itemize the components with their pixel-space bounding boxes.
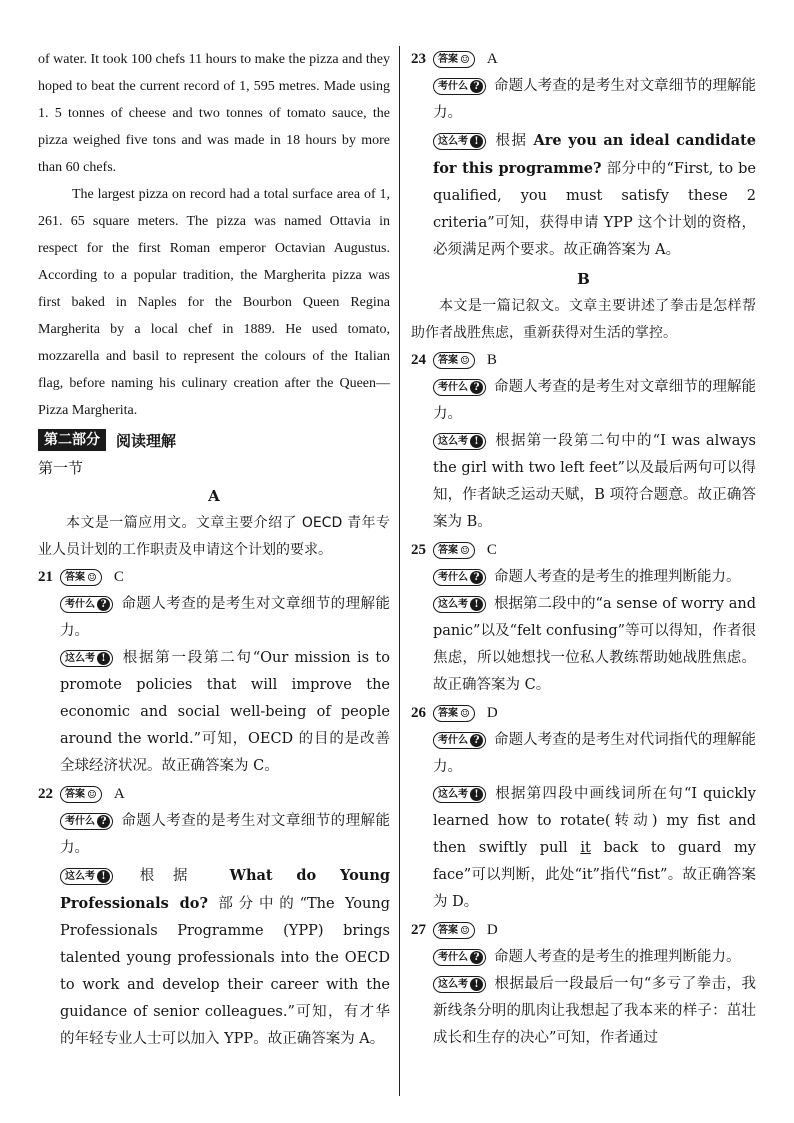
how-block [433, 428, 756, 536]
question-number: 24 [411, 352, 426, 368]
how-text: 根据第二段中的“a sense of worry and panic”以及“felt confusing”等可以得知，作者很焦虑，所以她想找一位私人教练帮助她战胜焦虑。故正确答案为 C。 [433, 596, 756, 693]
how-text-post: 部分中的“The Young Professionals Programme (YPP) brings talented young professionals into the OECD to work and develop their career with the guidance of senior colleagues.”可知，有才华的年轻专业人士可以加入 YPP。故正确答案为 A。 [60, 896, 390, 1047]
question-item [411, 46, 756, 264]
how-tag [60, 650, 113, 667]
column-divider [399, 46, 400, 1096]
answer-letter: C [113, 569, 124, 585]
section-header [38, 426, 390, 454]
why-text: 命题人考查的是考生对文章细节的理解能力。 [60, 596, 390, 639]
question-item [38, 781, 390, 1053]
smile-icon: ☺ [460, 924, 470, 937]
question-item [411, 917, 756, 1052]
answer-badge [433, 542, 475, 559]
how-block [433, 591, 756, 699]
question-mark-icon: ? [97, 815, 110, 828]
how-text-post: 部分中的“First, to be qualified, you must satisfy these 2 criteria”可知，获得申请 YPP 这个计划的资格，必须满足两个要求。故正确答案为 A。 [433, 161, 756, 258]
why-tag [433, 379, 486, 396]
how-tag-label: 这么考 [438, 136, 468, 147]
answer-badge-label: 答案 [438, 355, 458, 366]
how-text-bold: What do Young Professionals do? [60, 867, 391, 912]
how-tag-label: 这么考 [65, 871, 95, 882]
why-block [433, 73, 756, 127]
exclamation-icon: ! [97, 652, 110, 665]
why-block [60, 591, 390, 645]
exclamation-icon: ! [470, 435, 483, 448]
smile-icon: ☺ [460, 354, 470, 367]
answer-badge-label: 答案 [65, 789, 85, 800]
why-text: 命题人考查的是考生对文章细节的理解能力。 [433, 379, 756, 422]
question-number: 25 [411, 542, 426, 558]
how-text-post: back to guard my face”可以判断，此处“it”指代“fist”。故正确答案为 D。 [433, 840, 757, 910]
why-tag-label: 考什么 [438, 952, 468, 963]
question-number: 22 [38, 786, 53, 802]
passage-letter: B [577, 270, 590, 288]
exclamation-icon: ! [470, 788, 483, 801]
why-tag [60, 813, 113, 830]
answer-row [411, 46, 756, 73]
question-number: 23 [411, 51, 426, 67]
how-text: 根据第一段第二句中的“I was always the girl with two left feet”以及最后两句可以得知，作者缺乏运动天赋，B 项符合题意。故正确答案为 B。 [433, 433, 756, 530]
passage-intro: 本文是一篇应用文。文章主要介绍了 OECD 青年专业人员计划的工作职责及申请这个计划的要求。 [38, 515, 390, 558]
why-block [60, 808, 390, 862]
left-column [38, 46, 390, 1054]
answer-badge-label: 答案 [65, 572, 85, 583]
why-tag [433, 732, 486, 749]
how-tag [433, 596, 486, 613]
question-item [38, 564, 390, 780]
answer-badge-label: 答案 [438, 54, 458, 65]
passage-letter: A [208, 487, 220, 505]
answer-row [411, 537, 756, 564]
why-tag-label: 考什么 [438, 572, 468, 583]
why-tag-label: 考什么 [438, 735, 468, 746]
answer-badge [433, 922, 475, 939]
answer-letter: A [113, 786, 125, 802]
why-block [433, 727, 756, 781]
passage-paragraph: The largest pizza on record had a total surface area of 1, 261. 65 square meters. The pizza was named Ottavia in respect for the first Roman emperor Octavian Augustus. According to a popular tradition, the Margherita pizza was first baked in Naples for the Bourbon Queen Regina Margherita by a local chef in 1889. He used tomato, mozzarella and basil to represent the colours of the Italian flag, before naming his culinary creation after the Queen—Pizza Margherita. [38, 187, 390, 418]
answer-badge [433, 51, 475, 68]
answer-row [411, 700, 756, 727]
question-mark-icon: ? [470, 951, 483, 964]
answer-badge-label: 答案 [438, 925, 458, 936]
how-text-pre: 根据 [121, 868, 230, 884]
how-tag-label: 这么考 [438, 599, 468, 610]
answer-row [411, 347, 756, 374]
why-tag-label: 考什么 [438, 382, 468, 393]
how-tag-label: 这么考 [438, 436, 468, 447]
answer-letter: D [486, 922, 498, 938]
answer-badge-label: 答案 [438, 708, 458, 719]
question-number: 21 [38, 569, 53, 585]
how-tag [433, 976, 486, 993]
how-block [60, 645, 390, 780]
why-tag [433, 569, 486, 586]
underlined-word: it [580, 840, 591, 856]
exclamation-icon: ! [470, 598, 483, 611]
how-block [433, 127, 756, 264]
how-tag [433, 133, 486, 150]
how-tag [433, 433, 486, 450]
question-item [411, 700, 756, 916]
answer-letter: D [486, 705, 498, 721]
exclamation-icon: ! [470, 978, 483, 991]
how-text: 根据最后一段最后一句“多亏了拳击，我新线条分明的肌肉让我想起了我本来的样子：茁壮成长和生存的决心”可知，作者通过 [433, 976, 756, 1046]
answer-badge-label: 答案 [438, 545, 458, 556]
section-title: 阅读理解 [116, 431, 177, 450]
answer-row [411, 917, 756, 944]
section-label: 第二部分 [38, 429, 106, 451]
how-block [433, 781, 756, 916]
answer-row [38, 564, 390, 591]
how-text-pre: 根据第四段中画线词所在句“I quickly learned how to rotate(转动) my fist and then swiftly pull [433, 786, 756, 856]
answer-badge [433, 705, 475, 722]
smile-icon: ☺ [460, 707, 470, 720]
why-text: 命题人考查的是考生的推理判断能力。 [494, 949, 741, 965]
why-tag [433, 78, 486, 95]
why-tag [60, 596, 113, 613]
question-mark-icon: ? [470, 381, 483, 394]
passage-paragraph: of water. It took 100 chefs 11 hours to make the pizza and they hoped to beat the current record of 1, 595 metres. Made using 1. 5 tonnes of cheese and two tonnes of tomato sauce, the pizza weighed five tons and was made in 18 hours by more than 60 chefs. [38, 52, 390, 175]
exclamation-icon: ! [97, 870, 110, 883]
why-tag [433, 949, 486, 966]
why-block [433, 564, 756, 591]
question-mark-icon: ? [470, 571, 483, 584]
why-text: 命题人考查的是考生的推理判断能力。 [494, 569, 741, 585]
question-mark-icon: ? [470, 80, 483, 93]
how-tag-label: 这么考 [438, 789, 468, 800]
smile-icon: ☺ [460, 53, 470, 66]
how-tag-label: 这么考 [65, 653, 95, 664]
question-mark-icon: ? [97, 598, 110, 611]
why-tag-label: 考什么 [65, 816, 95, 827]
right-column [411, 46, 756, 1053]
question-item [411, 537, 756, 699]
how-tag [433, 786, 486, 803]
how-text: 根据第一段第二句“Our mission is to promote policies that will improve the economic and social well-being of people around the world.”可知，OECD 的目的是改善全球经济状况。故正确答案为 C。 [60, 650, 390, 774]
subsection-title: 第一节 [38, 459, 84, 477]
answer-badge [60, 569, 102, 586]
question-number: 27 [411, 922, 426, 938]
question-item [411, 347, 756, 536]
why-block [433, 374, 756, 428]
why-tag-label: 考什么 [65, 599, 95, 610]
how-text-bold: Are you an ideal candidate for this programme? [433, 132, 757, 177]
why-tag-label: 考什么 [438, 81, 468, 92]
smile-icon: ☺ [87, 571, 97, 584]
smile-icon: ☺ [87, 788, 97, 801]
answer-row [38, 781, 390, 808]
answer-badge [433, 352, 475, 369]
how-block [60, 862, 390, 1053]
why-text: 命题人考查的是考生对文章细节的理解能力。 [433, 78, 756, 121]
why-text: 命题人考查的是考生对代词指代的理解能力。 [433, 732, 756, 775]
answer-badge [60, 786, 102, 803]
how-text-pre: 根据 [494, 133, 534, 149]
why-block [433, 944, 756, 971]
how-tag-label: 这么考 [438, 979, 468, 990]
question-mark-icon: ? [470, 734, 483, 747]
exclamation-icon: ! [470, 135, 483, 148]
answer-letter: C [486, 542, 497, 558]
smile-icon: ☺ [460, 544, 470, 557]
passage-intro: 本文是一篇记叙文。文章主要讲述了拳击是怎样帮助作者战胜焦虑，重新获得对生活的掌控。 [411, 298, 756, 341]
question-number: 26 [411, 705, 426, 721]
why-text: 命题人考查的是考生对文章细节的理解能力。 [60, 813, 390, 856]
answer-letter: B [486, 352, 497, 368]
answer-letter: A [486, 51, 498, 67]
how-tag [60, 868, 113, 885]
how-block [433, 971, 756, 1052]
